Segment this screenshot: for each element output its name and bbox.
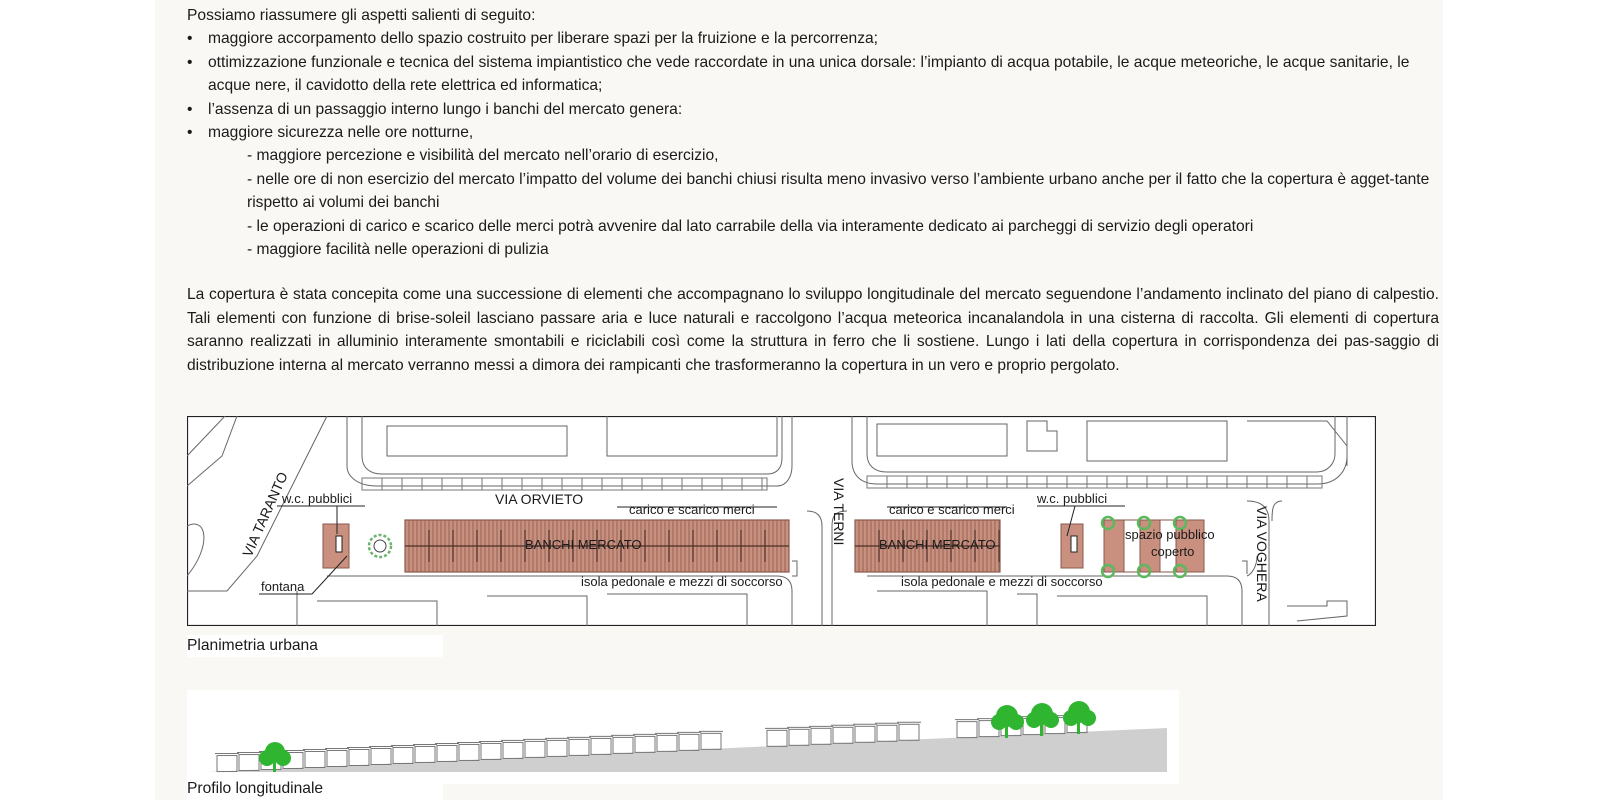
tree-icon	[1063, 701, 1096, 734]
tree-icon	[991, 705, 1024, 738]
intro-line: Possiamo riassumere gli aspetti salienti di seguito:	[187, 7, 536, 24]
label-isola-left: isola pedonale e mezzi di soccorso	[581, 574, 783, 589]
label-wc-left: w.c. pubblici	[282, 491, 353, 506]
profile-caption-text: Profilo longitudinale	[187, 780, 324, 797]
bullet-item	[187, 51, 1439, 98]
sub-item: - nelle ore di non esercizio del mercato l’impatto del volume dei banchi chiusi risulta meno invasivo verso l’ambiente urbano anche per il fatto che la copertura è agget-tante rispetto ai volumi dei banchi	[247, 170, 1430, 212]
label-via-orvieto: VIA ORVIETO	[495, 491, 584, 507]
label-fontana: fontana	[261, 579, 305, 594]
label-spazio-pubblico: spazio pubblico	[1125, 527, 1215, 542]
label-carico-right: carico e scarico merci	[889, 502, 1015, 517]
label-isola-right: isola pedonale e mezzi di soccorso	[901, 574, 1103, 589]
profile-svg	[187, 690, 1179, 784]
label-via-taranto: VIA TARANTO	[239, 469, 291, 560]
bullet-text: maggiore accorpamento dello spazio costruito per liberare spazi per la fruizione e la percorrenza;	[208, 30, 879, 48]
plan-caption	[187, 635, 443, 657]
bullet-item	[187, 98, 1439, 121]
bullet-dot: •	[187, 30, 193, 48]
bullet-dot: •	[187, 53, 193, 71]
label-wc-right: w.c. pubblici	[1037, 491, 1108, 506]
bullet-text: l’assenza di un passaggio interno lungo i banchi del mercato genera:	[208, 100, 683, 118]
bullet-item	[187, 27, 1439, 50]
text-section	[187, 4, 1439, 377]
body-paragraph: La copertura è stata concepita come una successione di elementi che accompagnano lo sviluppo longitudinale del mercato seguendone l’andamento inclinato del piano di calpestio. Tali elementi con funzione di brise-soleil lasciano passare aria e luce naturali e raccolgono l’acqua meteorica incanalandola in una cisterna di raccolta. Gli elementi di copertura saranno realizzati in alluminio interamente smontabili e riciclabili così come la struttura in ferro che li sostiene. Lungo i lati della copertura in corrispondenza dei pas-saggio di distribuzione interna al mercato verranno messi a dimora dei rampicanti che trasformeranno la copertura in un vero e proprio pergolato.	[187, 286, 1439, 374]
bullet-text: ottimizzazione funzionale e tecnica del sistema impiantistico che vede raccordate in una unica dorsale: l’impianto di acqua potabile, le acque meteoriche, le acque sanitarie, le acque nere, il cavidotto della rete elettrica ed informatica;	[208, 53, 1410, 95]
label-via-terni: VIA TERNI	[831, 478, 847, 546]
longitudinal-profile	[187, 690, 1179, 784]
bullet-dot: •	[187, 100, 193, 118]
tree-icon	[259, 742, 291, 772]
sub-item: - le operazioni di carico e scarico delle merci potrà avvenire dal lato carrabile della via interamente dedicato ai parcheggi di servizio degli operatori	[247, 217, 1254, 235]
label-coperto: coperto	[1151, 544, 1195, 559]
profile-caption	[187, 778, 443, 800]
sub-item: - maggiore facilità nelle operazioni di pulizia	[247, 241, 549, 259]
sub-item: - maggiore percezione e visibilità del mercato nell’orario di esercizio,	[247, 147, 719, 165]
label-carico-left: carico e scarico merci	[629, 502, 755, 517]
urban-plan-drawing	[187, 416, 1376, 626]
label-banchi-left: BANCHI MERCATO	[525, 537, 642, 552]
label-via-voghera: VIA VOGHERA	[1254, 506, 1270, 602]
tree-icon	[1026, 703, 1059, 736]
bullet-item	[187, 121, 1439, 144]
plan-caption-text: Planimetria urbana	[187, 637, 318, 654]
urban-plan-svg	[187, 416, 1376, 626]
bullet-dot: •	[187, 124, 193, 142]
bullet-text: maggiore sicurezza nelle ore notturne,	[208, 124, 474, 142]
label-banchi-right: BANCHI MERCATO	[879, 537, 996, 552]
